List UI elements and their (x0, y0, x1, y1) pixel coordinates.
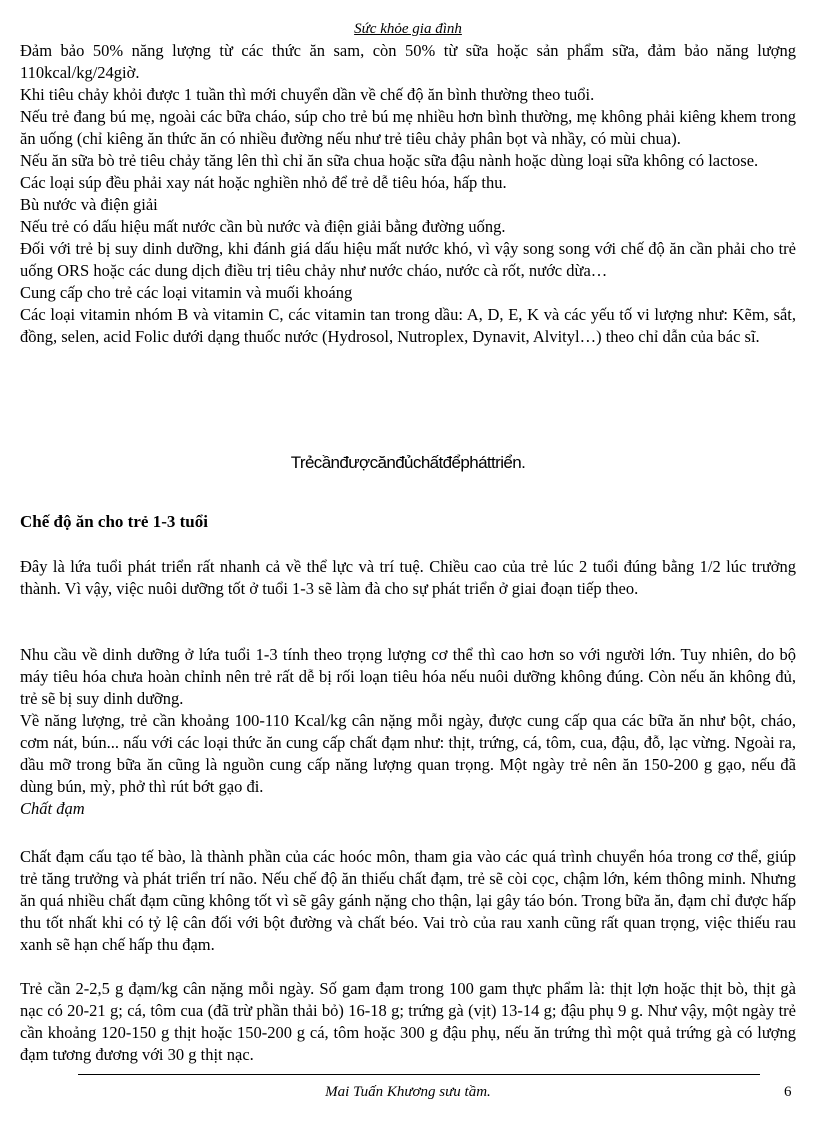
image-caption: Trẻcầnđượcănđủchấtđểpháttriển. (290, 453, 526, 472)
paragraph: Nếu trẻ đang bú mẹ, ngoài các bữa cháo, súp cho trẻ bú mẹ nhiều hơn bình thường, mẹ không phải kiêng khem trong ăn uống (chỉ kiêng ăn thức ăn có nhiều đường nếu như trẻ tiêu chảy phân bọt và nhầy, có mùi chua). (20, 107, 796, 148)
paragraph: Trẻ cần 2-2,5 g đạm/kg cân nặng mỗi ngày. Số gam đạm trong 100 gam thực phẩm là: thịt lợn hoặc thịt bò, thịt gà nạc có 20-21 g; cá, tôm cua (đã trừ phần thải bỏ) 16-18 g; trứng gà (vịt) 13-14 g; đậu phụ 9 g. Như vậy, một ngày trẻ cần khoảng 120-150 g thịt hoặc 150-200 g cá, tôm hoặc 300 g đậu phụ, nếu ăn trứng thì một quả trứng gà có lượng đạm tương đương với 30 g thịt nạc. (20, 979, 796, 1064)
section-heading: Chế độ ăn cho trẻ 1-3 tuổi (20, 512, 208, 531)
paragraph: Đối với trẻ bị suy dinh dưỡng, khi đánh giá dấu hiệu mất nước khó, vì vậy song song với chế độ ăn cần phải cho trẻ uống ORS hoặc các dung dịch điều trị tiêu chảy như nước cháo, nước cà rốt, nước dừa… (20, 239, 796, 280)
paragraph: Về năng lượng, trẻ cần khoảng 100-110 Kcal/kg cân nặng mỗi ngày, được cung cấp qua các bữa ăn như bột, cháo, cơm nát, bún... nấu với các loại thức ăn cung cấp chất đạm như: thịt, trứng, cá, tôm, cua, đậu, đỗ, lạc vừng. Ngoài ra, dầu mỡ trong bữa ăn cũng là nguồn cung cấp năng lượng quan trọng. Một ngày trẻ nên ăn 150-200 g gạo, nếu đã dùng bún, mỳ, phở thì rút bớt gạo đi. (20, 711, 796, 796)
paragraph-needs-energy (20, 644, 796, 820)
footer-credit: Mai Tuấn Khương sưu tầm. (325, 1084, 491, 1100)
paragraph: Nhu cầu về dinh dưỡng ở lứa tuổi 1-3 tính theo trọng lượng cơ thể thì cao hơn so với người lớn. Tuy nhiên, do bộ máy tiêu hóa chưa hoàn chỉnh nên trẻ rất dễ bị rối loạn tiêu hóa nếu nuôi dưỡng không đúng. Còn nếu ăn không đủ, trẻ sẽ bị suy dinh dưỡng. (20, 645, 796, 708)
subheading: Chất đạm (20, 799, 85, 818)
paragraph-protein (20, 846, 796, 956)
paragraph: Các loại vitamin nhóm B và vitamin C, các vitamin tan trong dầu: A, D, E, K và các yếu tố vi lượng như: Kẽm, sắt, đồng, selen, acid Folic dưới dạng thuốc nước (Hydrosol, Nutroplex, Dynavit, Alvityl…) theo chỉ dẫn của bác sĩ. (20, 305, 796, 346)
paragraph: Cung cấp cho trẻ các loại vitamin và muối khoáng (20, 283, 353, 302)
paragraph: Khi tiêu chảy khỏi được 1 tuần thì mới chuyển dần về chế độ ăn bình thường theo tuổi. (20, 85, 595, 104)
paragraph-intro (20, 556, 796, 600)
paragraph: Đảm bảo 50% năng lượng từ các thức ăn sam, còn 50% từ sữa hoặc sản phẩm sữa, đảm bảo năng lượng 110kcal/kg/24giờ. (20, 41, 796, 82)
running-header: Sức khỏe gia đình (354, 21, 462, 37)
paragraph-protein-amount (20, 978, 796, 1066)
page-number: 6 (784, 1084, 792, 1100)
paragraph: Chất đạm cấu tạo tế bào, là thành phần của các hoóc môn, tham gia vào các quá trình chuyển hóa trong cơ thể, giúp trẻ tăng trưởng và phát triển trí não. Nếu chế độ ăn thiếu chất đạm, trẻ sẽ còi cọc, chậm lớn, kém thông minh. Nhưng ăn quá nhiều chất đạm cũng không tốt vì sẽ gây gánh nặng cho thận, lại gây táo bón. Trong bữa ăn, đạm chỉ được hấp thu tốt nhất khi có tỷ lệ cân đối với bột đường và chất béo. Vai trò của rau xanh cũng rất quan trọng, việc thiếu rau xanh sẽ hạn chế hấp thu đạm. (20, 847, 796, 954)
paragraph: Nếu trẻ có dấu hiệu mất nước cần bù nước và điện giải bằng đường uống. (20, 217, 506, 236)
diarrhea-diet-section (20, 40, 796, 348)
footer-divider (78, 1074, 760, 1075)
paragraph: Các loại súp đều phải xay nát hoặc nghiền nhỏ để trẻ dễ tiêu hóa, hấp thu. (20, 173, 507, 192)
paragraph: Nếu ăn sữa bò trẻ tiêu chảy tăng lên thì chỉ ăn sữa chua hoặc sữa đậu nành hoặc dùng loại sữa không có lactose. (20, 151, 759, 170)
paragraph: Đây là lứa tuổi phát triển rất nhanh cả về thể lực và trí tuệ. Chiều cao của trẻ lúc 2 tuổi đúng bằng 1/2 lúc trưởng thành. Vì vậy, việc nuôi dưỡng tốt ở tuổi 1-3 sẽ làm đà cho sự phát triển ở giai đoạn tiếp theo. (20, 557, 796, 598)
paragraph: Bù nước và điện giải (20, 195, 158, 214)
